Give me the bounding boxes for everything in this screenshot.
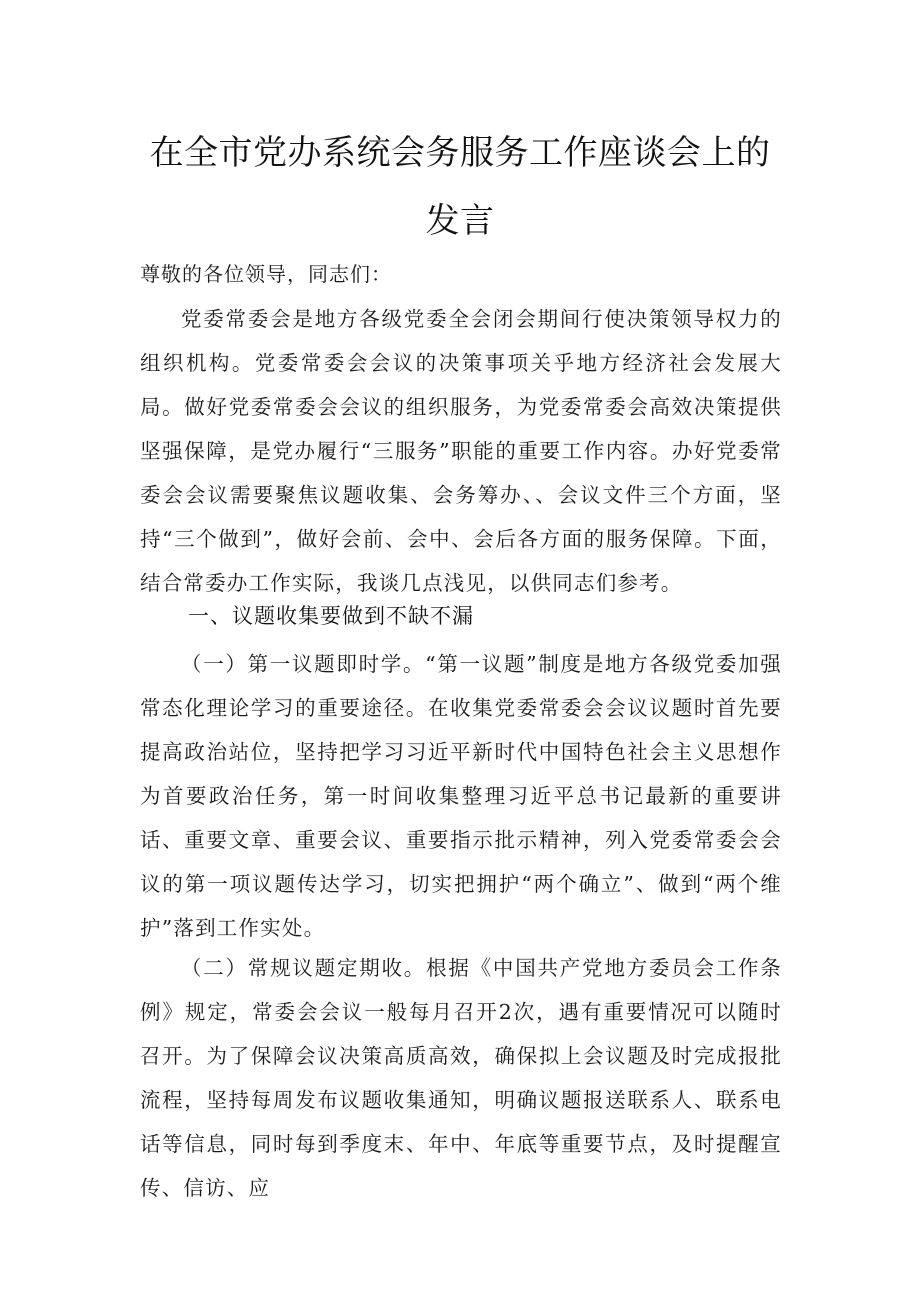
paragraph-intro: 党委常委会是地方各级党委全会闭会期间行使决策领导权力的组织机构。党委常委会会议的决策事项关乎地方经济社会发展大局。做好党委常委会会议的组织服务，为党委常委会高效决策提供坚强保障，是党办履行“三服务”职能的重要工作内容。办好党委常委会会议需要聚焦议题收集、会务筹办、、会议文件三个方面，坚持“三个做到”，做好会前、会中、会后各方面的服务保障。下面，结合常委办工作实际，我谈几点浅见，以供同志们参考。	[140, 307, 782, 595]
section-heading-1: 一、议题收集要做到不缺不漏	[188, 604, 474, 628]
document-title-line-2: 发言	[425, 201, 495, 241]
paragraph-section-1-item-2: （二）常规议题定期收。根据《中国共产党地方委员会工作条例》规定，常委会会议一般每月召开2次，遇有重要情况可以随时召开。为了保障会议决策高质高效，确保拟上会议题及时完成报批流程，坚持每周发布议题收集通知，明确议题报送联系人、联系电话等信息，同时每到季度末、年中、年底等重要节点，及时提醒宣传、信访、应	[140, 956, 782, 1200]
salutation: 尊敬的各位领导，同志们：	[140, 262, 392, 286]
paragraph-section-1-item-1: （一）第一议题即时学。“第一议题”制度是地方各级党委加强常态化理论学习的重要途径。在收集党委常委会会议议题时首先要提高政治站位，坚持把学习习近平新时代中国特色社会主义思想作为首要政治任务，第一时间收集整理习近平总书记最新的重要讲话、重要文章、重要会议、重要指示批示精神，列入党委常委会会议的第一项议题传达学习，切实把拥护“两个确立”、做到“两个维护”落到工作实处。	[140, 652, 782, 940]
document-title-line-1: 在全市党办系统会务服务工作座谈会上的	[149, 133, 771, 173]
